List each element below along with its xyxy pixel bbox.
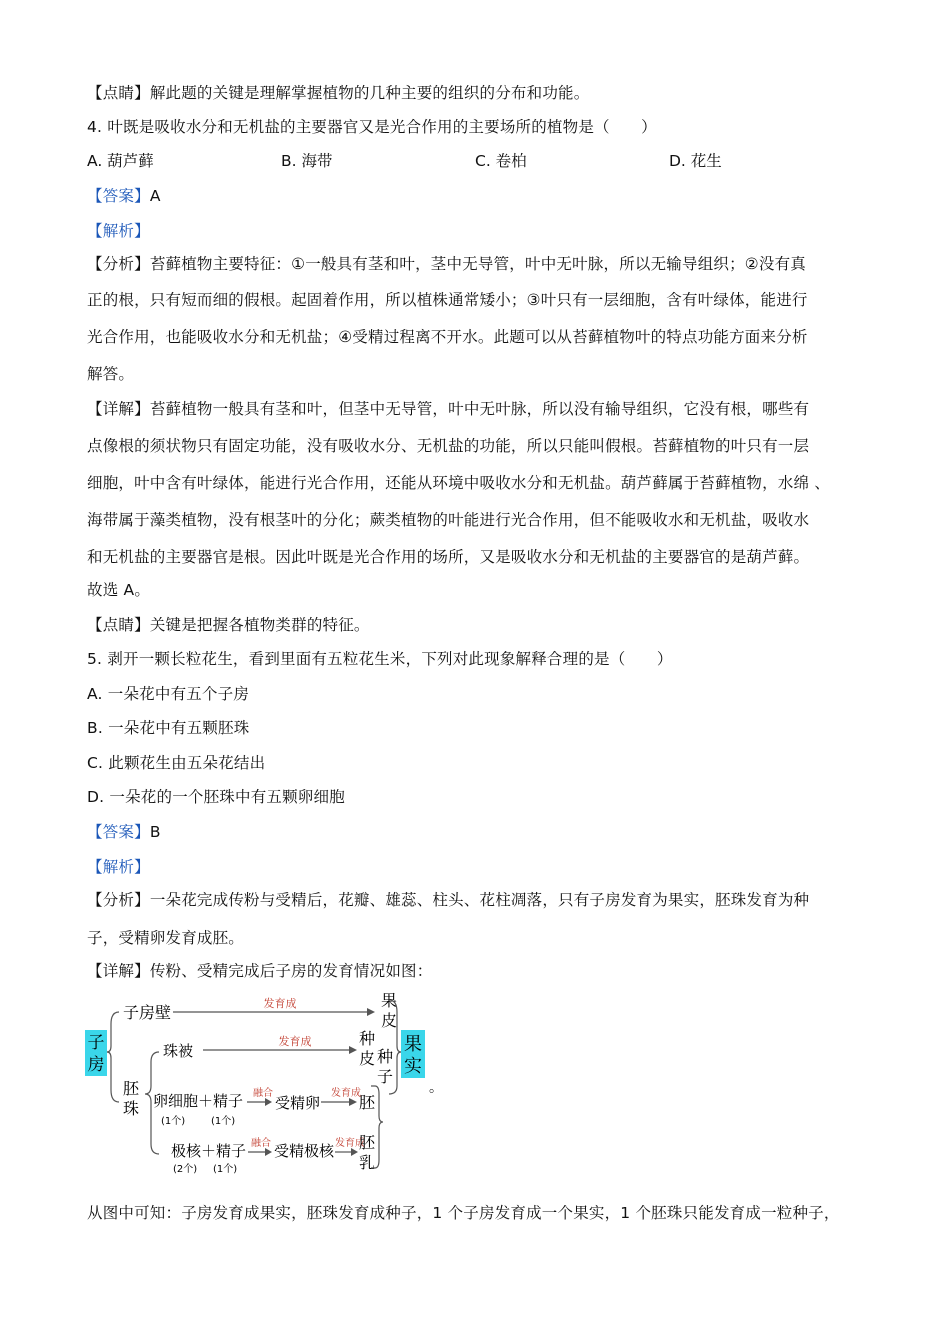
integument-label: 珠被 — [163, 1042, 194, 1060]
fertilized-polar-label: 受精极核 — [274, 1142, 335, 1160]
q4-fenxi-line-2: 正的根，只有短而细的假根。起固着作用，所以植株通常矮小；③叶只有一层细胞，含有叶绿体，能进行 — [87, 291, 808, 309]
q4-option-a: A. 葫芦藓 — [87, 152, 154, 170]
xiangjie-text: 苔藓植物一般具有茎和叶，但茎中无导管，叶中无叶脉，所以没有输导组织，它没有根，哪些有 — [149, 400, 810, 418]
q5-analysis-tag: 【解析】 — [87, 858, 150, 876]
xiangjie-tag: 【详解】 — [87, 962, 150, 980]
fenxi-text: 一朵花完成传粉与受精后，花瓣、雄蕊、柱头、花柱凋落，只有子房发育为果实，胚珠发育为种 — [149, 891, 810, 909]
fruit-label-2: 实 — [404, 1056, 422, 1077]
xiangjie-tag: 【详解】 — [87, 400, 150, 418]
answer-value: B — [149, 823, 161, 841]
q5-option-d: D. 一朵花的一个胚珠中有五颗卵细胞 — [87, 788, 345, 806]
q5-fenxi-line-2: 子，受精卵发育成胚。 — [87, 929, 245, 947]
ovary-wall-label: 子房壁 — [123, 1003, 172, 1022]
arrow-head — [349, 1098, 357, 1106]
fuse-label-1: 融合 — [253, 1088, 273, 1099]
ovary-development-diagram — [85, 990, 445, 1176]
polar-count: (2个) — [173, 1164, 198, 1175]
q5-conclusion-line: 从图中可知：子房发育成果实，胚珠发育成种子，1 个子房发育成一个果实，1 个胚珠只能发育成一粒种子， — [87, 1204, 840, 1222]
q4-fenxi-line-4: 解答。 — [87, 365, 135, 383]
q4-xiangjie-line-1 — [87, 397, 809, 419]
develop-label-4: 发育成 — [335, 1138, 365, 1149]
q5-option-b: B. 一朵花中有五颗胚珠 — [87, 719, 250, 737]
embryo-label: 胚 — [359, 1093, 376, 1112]
endosperm-label-1: 胚 — [359, 1133, 376, 1152]
sperm-label-1: 精子 — [213, 1092, 244, 1110]
tip-tag: 【点睛】 — [87, 616, 150, 634]
q3-tip — [87, 81, 589, 103]
fuse-label-2: 融合 — [251, 1138, 271, 1149]
arrow-head — [265, 1148, 272, 1156]
seed-label-1: 种 — [377, 1047, 394, 1066]
q4-fenxi-line-3: 光合作用，也能吸收水分和无机盐；④受精过程离不开水。此题可以从苔藓植物叶的特点功能方面来分析 — [87, 328, 808, 346]
tip-tag: 【点睛】 — [87, 84, 150, 102]
answer-tag: 【答案】 — [87, 823, 150, 841]
seed-label-2: 子 — [377, 1067, 394, 1086]
pericarp-label-2: 皮 — [381, 1011, 398, 1030]
answer-value: A — [149, 187, 161, 205]
q4-xiangjie-line-6: 故选 A。 — [87, 581, 151, 599]
ovule-label-2: 珠 — [123, 1099, 140, 1118]
q5-stem: 5. 剥开一颗长粒花生，看到里面有五粒花生米，下列对此现象解释合理的是（ ） — [87, 650, 673, 668]
pericarp-label-1: 果 — [381, 991, 398, 1010]
tip-text: 关键是把握各植物类群的特征。 — [149, 616, 370, 634]
q4-xiangjie-line-5: 和无机盐的主要器官是根。因此叶既是光合作用的场所，又是吸收水分和无机盐的主要器官的是葫芦藓。 — [87, 548, 810, 566]
q4-analysis-tag: 【解析】 — [87, 222, 150, 240]
endosperm-label-2: 乳 — [359, 1153, 376, 1172]
diagram-period: 。 — [429, 1080, 443, 1096]
sperm-count-2: (1个) — [213, 1164, 238, 1175]
egg-label: 卵细胞 — [153, 1092, 199, 1110]
q5-fenxi-line-1 — [87, 888, 809, 910]
ovary-brace — [107, 1012, 119, 1102]
q5-option-a: A. 一朵花中有五个子房 — [87, 685, 250, 703]
q5-xiangjie-intro — [87, 959, 432, 981]
q4-option-c: C. 卷柏 — [475, 152, 527, 170]
q4-xiangjie-line-3: 细胞，叶中含有叶绿体，能进行光合作用，还能从环境中吸收水分和无机盐。葫芦藓属于苔藓植物，水绵 、 — [87, 474, 831, 492]
fenxi-tag: 【分析】 — [87, 255, 150, 273]
q4-tip — [87, 613, 370, 635]
q5-option-c: C. 此颗花生由五朵花结出 — [87, 754, 266, 772]
fruit-label-1: 果 — [404, 1034, 422, 1055]
ovule-label-1: 胚 — [123, 1079, 140, 1098]
polar-label: 极核 — [171, 1142, 202, 1160]
q4-answer — [87, 184, 161, 206]
develop-label-3: 发育成 — [331, 1088, 361, 1099]
seedcoat-label-1: 种 — [359, 1029, 376, 1048]
arrow-head — [351, 1148, 358, 1156]
sperm-label-2: 精子 — [216, 1142, 247, 1160]
plus-sign-2: ＋ — [201, 1142, 217, 1160]
q4-xiangjie-line-2: 点像根的须状物只有固定功能，没有吸收水分、无机盐的功能，所以只能叫假根。苔藓植物的叶只有一层 — [87, 437, 810, 455]
xiangjie-text: 传粉、受精完成后子房的发育情况如图： — [149, 962, 433, 980]
q5-answer — [87, 820, 161, 842]
ovary-label-1: 子 — [87, 1033, 105, 1053]
arrow-head — [349, 1046, 357, 1054]
arrow-head — [265, 1098, 272, 1106]
fenxi-text: 苔藓植物主要特征：①一般具有茎和叶，茎中无导管，叶中无叶脉，所以无输导组织；②没有真 — [149, 255, 807, 273]
fenxi-tag: 【分析】 — [87, 891, 150, 909]
plus-sign-1: ＋ — [198, 1092, 214, 1110]
q4-xiangjie-line-4: 海带属于藻类植物，没有根茎叶的分化；蕨类植物的叶能进行光合作用，但不能吸收水和无机盐，吸收水 — [87, 511, 810, 529]
seedcoat-label-2: 皮 — [359, 1049, 376, 1068]
q4-option-b: B. 海带 — [281, 152, 333, 170]
sperm-count-1: (1个) — [211, 1116, 236, 1127]
develop-label-2: 发育成 — [278, 1035, 312, 1048]
zygote-label: 受精卵 — [275, 1094, 321, 1112]
tip-text: 解此题的关键是理解掌握植物的几种主要的组织的分布和功能。 — [149, 84, 590, 102]
develop-label-1: 发育成 — [263, 997, 297, 1010]
q4-fenxi-line-1 — [87, 252, 806, 274]
arrow-head — [367, 1008, 375, 1016]
ovary-label-2: 房 — [87, 1055, 105, 1075]
egg-count: (1个) — [161, 1116, 186, 1127]
q4-option-d: D. 花生 — [669, 152, 722, 170]
q4-stem: 4. 叶既是吸收水分和无机盐的主要器官又是光合作用的主要场所的植物是（ ） — [87, 118, 657, 136]
answer-tag: 【答案】 — [87, 187, 150, 205]
